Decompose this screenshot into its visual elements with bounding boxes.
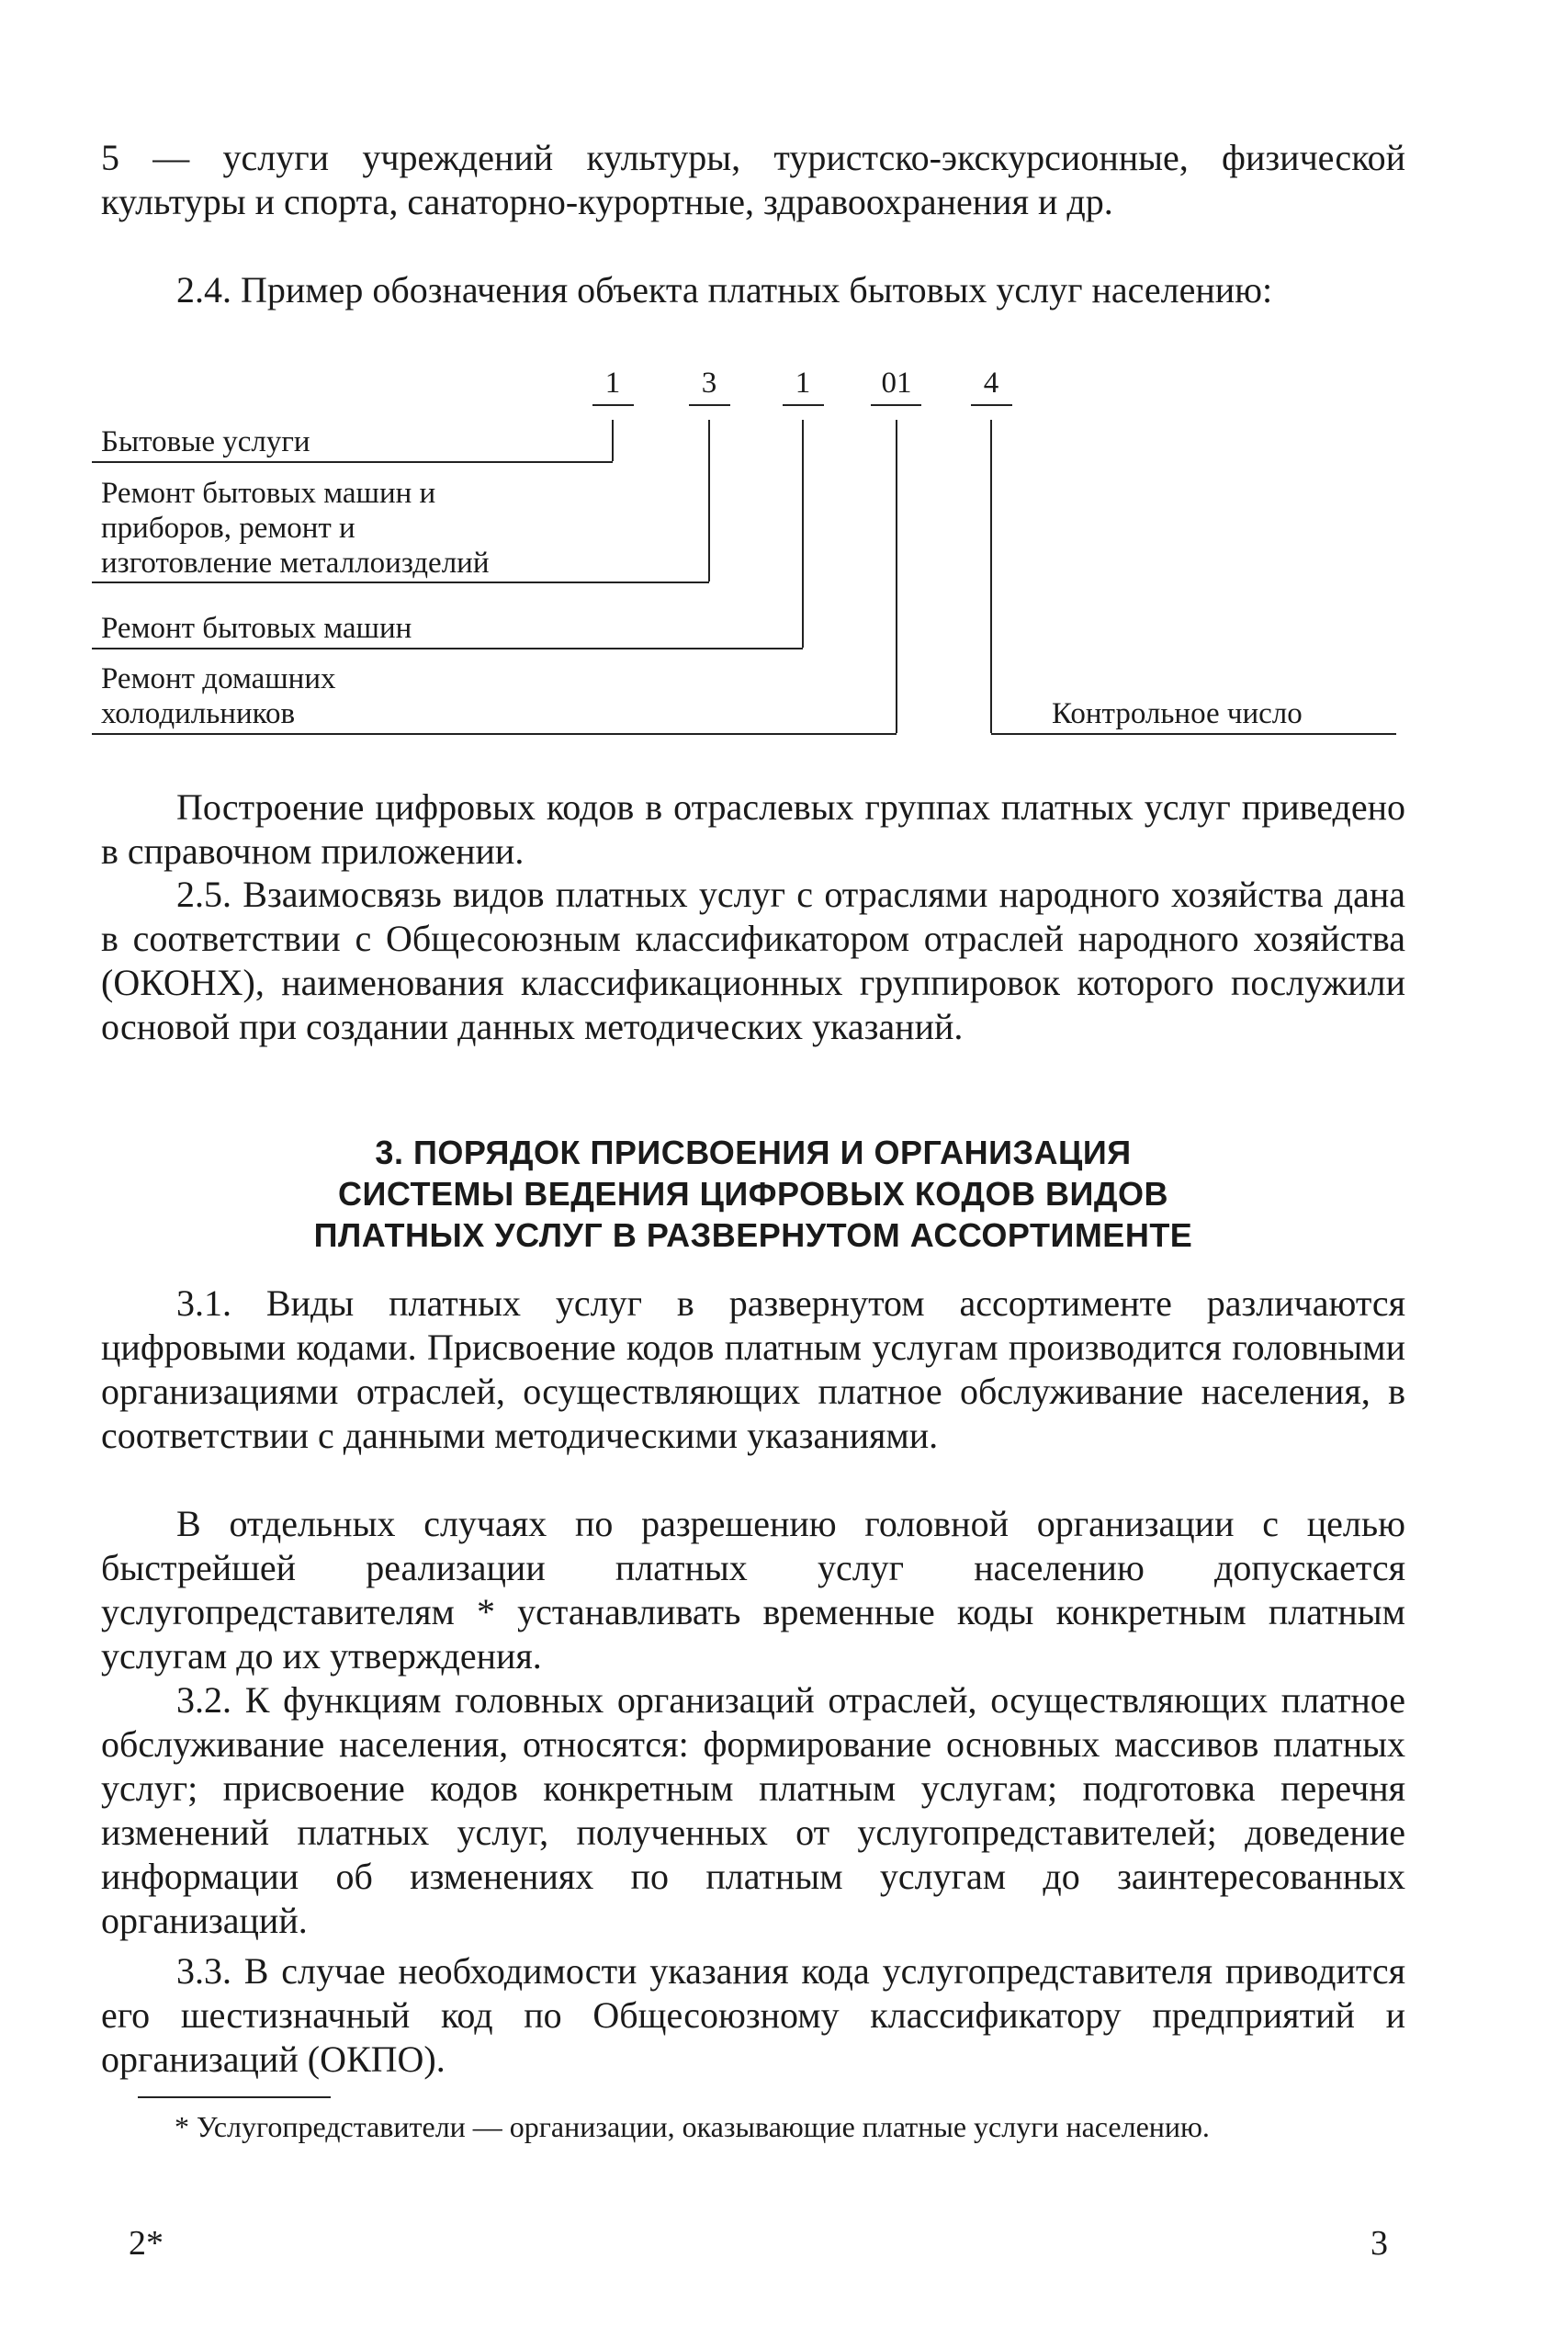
label-control-number: Контрольное число bbox=[1052, 697, 1303, 730]
paragraph-3-2: 3.2. К функциям головных организаций отраслей, осуществляющих платное обслуживание населения, относятся: формирование основных массивов платных услуг; присвоение кодов конкретным платным услугам; подготовка перечня изменений платных услуг, полученных от услугопредставителей; доведение информации об изменениях по платным услугам до заинтересованных организаций. bbox=[101, 1679, 1405, 1941]
section-3-heading: 3. ПОРЯДОК ПРИСВОЕНИЯ И ОРГАНИЗАЦИЯ СИСТЕМЫ ВЕДЕНИЯ ЦИФРОВЫХ КОДОВ ВИДОВ ПЛАТНЫХ УСЛУГ В РАЗВЕРНУТОМ АССОРТИМЕНТЕ bbox=[313, 1134, 1193, 1254]
paragraph-3-1-b: В отдельных случаях по разрешению головной организации с целью быстрейшей реализации платных услуг населению допускается услугопредставителям * устанавливать временные коды конкретным платным услугам до их утверждения. bbox=[101, 1503, 1405, 1677]
code-digit-3: 1 bbox=[795, 367, 811, 400]
paragraph-3-1: 3.1. Виды платных услуг в развернутом ассортименте различаются цифровыми кодами. Присвоение кодов платным услугам производится головными организациями отраслей, осуществляющих платное обслуживание населения, в соответствии с данными методическими указаниями. bbox=[101, 1282, 1405, 1456]
paragraph-construction: Построение цифровых кодов в отраслевых группах платных услуг приведено в справочном приложении. bbox=[101, 786, 1405, 872]
footnote-divider bbox=[138, 2096, 331, 2098]
page-number: 3 bbox=[1371, 2224, 1388, 2263]
code-structure-diagram bbox=[92, 358, 1415, 762]
signature-mark: 2* bbox=[129, 2224, 164, 2263]
label-repair-machines: Ремонт бытовых машин bbox=[101, 612, 412, 645]
code-digit-4: 01 bbox=[881, 367, 912, 400]
footnote: * Услугопредставители — организации, оказывающие платные услуги населению. bbox=[175, 2110, 1210, 2143]
paragraph-3-3: 3.3. В случае необходимости указания кода услугопредставителя приводится его шестизначный код по Общесоюзному классификатору предприятий и организаций (ОКПО). bbox=[101, 1950, 1405, 2080]
label-repair-fridges: Ремонт домашних холодильников bbox=[101, 662, 336, 730]
code-digit-2: 3 bbox=[701, 367, 717, 400]
label-household-services: Бытовые услуги bbox=[101, 425, 310, 458]
paragraph-2-5: 2.5. Взаимосвязь видов платных услуг с отраслями народного хозяйства дана в соответствии с Общесоюзным классификатором отраслей народного хозяйства (ОКОНХ), наименования классификационных группировок которого послужили основой при создании данных методических указаний. bbox=[101, 874, 1405, 1047]
paragraph-intro: 5 — услуги учреждений культуры, туристско-экскурсионные, физической культуры и спорта, санаторно-курортные, здравоохранения и др. bbox=[101, 137, 1405, 222]
code-digit-1: 1 bbox=[604, 367, 621, 400]
paragraph-2-4: 2.4. Пример обозначения объекта платных бытовых услуг населению: bbox=[176, 269, 1273, 311]
label-repair-general: Ремонт бытовых машин и приборов, ремонт и изготовление металлоизделий bbox=[101, 477, 490, 580]
code-digit-5: 4 bbox=[983, 367, 999, 400]
